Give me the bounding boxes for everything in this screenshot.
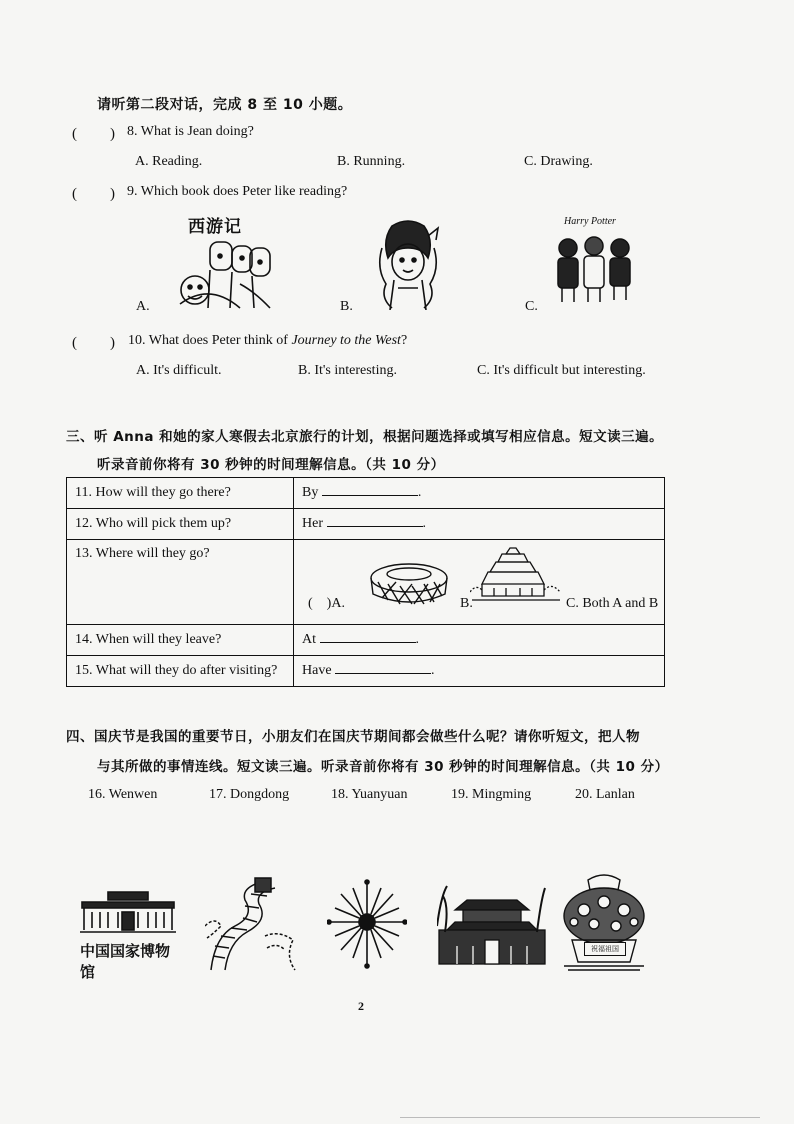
name-yuanyuan: 18. Yuanyuan [331,787,408,802]
answer-cell: Her . [294,509,665,540]
question-13: 13. Where will they go? [67,540,294,625]
q13-option-c: C. Both A and B [566,596,659,611]
page-number: 2 [358,999,364,1013]
question-14: 14. When will they leave? [67,625,294,656]
question-8: 8. What is Jean doing? [127,124,254,139]
flower-basket-icon [558,870,650,972]
section4-title: 四、国庆节是我国的重要节日，小朋友们在国庆节期间都会做些什么呢？请你听短文，把人物 [66,729,640,745]
answer-cell: Have . [294,656,665,687]
q9-option-b: B. [340,299,353,314]
museum-icon [78,884,178,981]
scan-edge-line [400,1117,760,1118]
answer-paren-open: ( [72,126,77,142]
q13-option-b: B. [460,596,473,611]
name-wenwen: 16. Wenwen [88,787,158,802]
table-row [67,540,665,625]
princess-icon [372,218,444,310]
section3-subtitle: 听录音前你将有 30 秒钟的时间理解信息。（共 10 分） [97,457,445,473]
q8-option-c: C. Drawing. [524,154,593,169]
q8-option-a: A. Reading. [135,154,203,169]
question-11: 11. How will they go there? [67,478,294,509]
book-a-title: 西游记 [188,217,242,237]
answer-paren-close: ) [110,126,115,142]
name-dongdong: 17. Dongdong [209,787,290,802]
name-mingming: 19. Mingming [451,787,532,802]
answer-blank[interactable] [327,526,423,527]
section4-subtitle: 与其所做的事情连线。短文读三遍。听录音前你将有 30 秒钟的时间理解信息。（共 10 分） [97,759,669,775]
info-table [66,477,665,687]
characters-book-icon [170,212,275,312]
flower-sign: 祝福祖国 [584,942,626,956]
book-c-title: Harry Potter [564,216,616,227]
q10-option-c: C. It's difficult but interesting. [477,363,646,378]
answer-blank[interactable] [335,673,431,674]
q10-option-a: A. It's difficult. [136,363,222,378]
table-row [67,509,665,540]
great-wall-icon [205,876,297,972]
answer-paren-open: ( [72,335,77,351]
answer-cell: At . [294,625,665,656]
answer-paren-close: ) [110,186,115,202]
q8-option-b: B. Running. [337,154,406,169]
question-15: 15. What will they do after visiting? [67,656,294,687]
table-row [67,656,665,687]
wizards-icon [548,216,640,306]
q13-paren: ( )A. [308,596,345,611]
answer-cell: By . [294,478,665,509]
museum-caption: 中国国家博物馆 [80,942,171,981]
q9-option-c: C. [525,299,538,314]
section3-title: 三、听 Anna 和她的家人寒假去北京旅行的计划，根据问题选择或填写相应信息。短文读三遍。 [66,429,664,445]
table-row [67,625,665,656]
fireworks-icon [327,878,407,970]
question-12: 12. Who will pick them up? [67,509,294,540]
answer-paren-open: ( [72,186,77,202]
answer-blank[interactable] [322,495,418,496]
q9-option-a: A. [136,299,150,314]
palace-icon [470,544,562,608]
name-lanlan: 20. Lanlan [575,787,635,802]
table-row [67,478,665,509]
question-9: 9. Which book does Peter like reading? [127,184,348,199]
instruction-part2: 请听第二段对话，完成 8 至 10 小题。 [97,97,353,113]
q10-option-b: B. It's interesting. [298,363,397,378]
answer-paren-close: ) [110,335,115,351]
answer-cell [294,540,665,625]
question-10: 10. What does Peter think of Journey to the West? [128,333,408,348]
answer-blank[interactable] [320,642,416,643]
birds-nest-stadium-icon [368,554,450,606]
tiananmen-icon [437,876,547,968]
